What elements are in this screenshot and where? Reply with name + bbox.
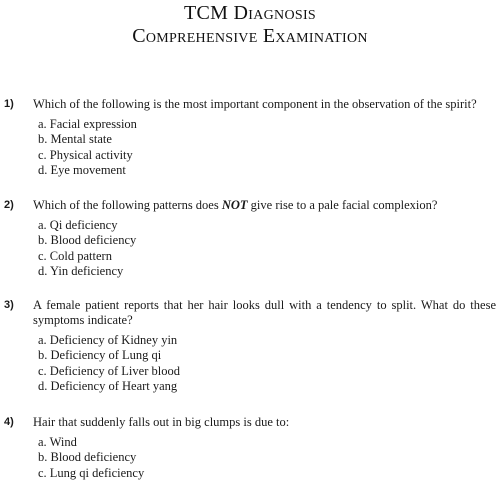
answer-option: c. Lung qi deficiency — [38, 465, 145, 480]
question-text: A female patient reports that her hair looks dull with a tendency to split. What do these symptoms indicate? — [33, 298, 496, 327]
answer-option: d. Eye movement — [38, 162, 126, 177]
question-text — [33, 198, 496, 213]
answer-option: d. Yin deficiency — [38, 263, 124, 278]
answer-option: c. Cold pattern — [38, 248, 112, 263]
answer-option: b. Deficiency of Lung qi — [38, 348, 162, 363]
answer-option: b. Blood deficiency — [38, 450, 137, 465]
answer-option: c. Physical activity — [38, 147, 133, 162]
question-3 — [0, 298, 500, 415]
question-text-part: Which of the following patterns does — [33, 198, 222, 212]
answer-option: b. Mental state — [38, 132, 112, 147]
answer-options — [38, 117, 500, 178]
question-2 — [0, 198, 500, 298]
question-number: 3) — [4, 299, 14, 311]
answer-option: a. Facial expression — [38, 117, 137, 131]
answer-options — [38, 333, 500, 394]
answer-options — [38, 435, 500, 481]
answer-option: d. Deficiency of Heart yang — [38, 378, 178, 393]
page-title: TCM Diagnosis — [183, 2, 317, 24]
question-text: Hair that suddenly falls out in big clumps is due to: — [33, 415, 290, 429]
answer-option: a. Wind — [38, 435, 77, 449]
answer-option: a. Deficiency of Kidney yin — [38, 333, 178, 347]
question-1 — [0, 97, 500, 198]
question-4 — [0, 415, 500, 481]
question-number: 1) — [4, 98, 14, 110]
question-emphasis: NOT — [221, 198, 248, 212]
question-number: 2) — [4, 199, 14, 211]
question-list — [0, 97, 500, 481]
question-text: Which of the following is the most important component in the observation of the spirit? — [33, 97, 477, 111]
question-number: 4) — [4, 416, 14, 428]
page-subtitle: Comprehensive Examination — [132, 25, 368, 47]
question-text-part: give rise to a pale facial complexion? — [247, 198, 438, 212]
answer-options — [38, 218, 500, 279]
answer-option: a. Qi deficiency — [38, 218, 118, 232]
answer-option: b. Blood deficiency — [38, 233, 137, 248]
answer-option: c. Deficiency of Liver blood — [38, 363, 180, 378]
